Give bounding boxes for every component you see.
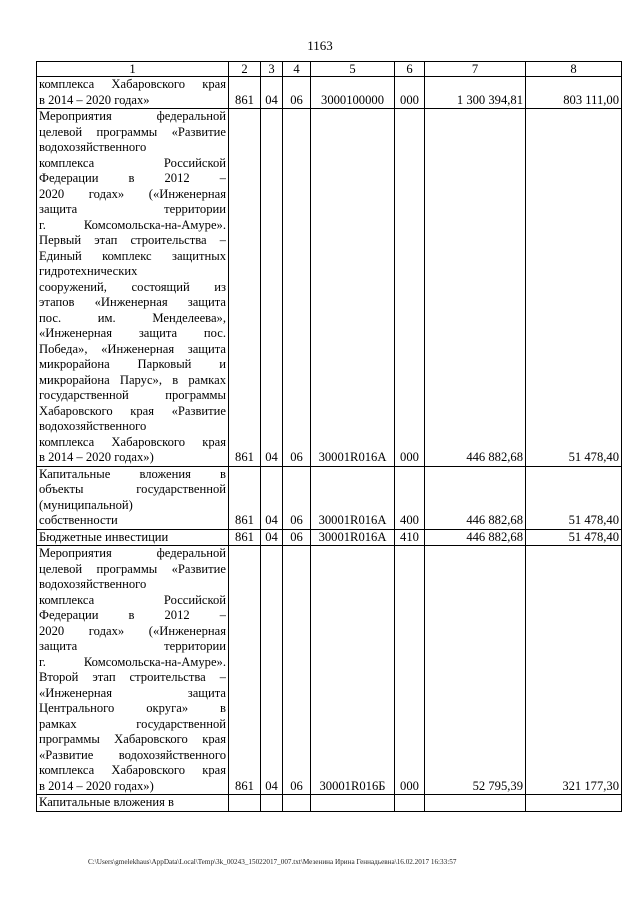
description-line: целевой программы «Развитие [39, 124, 226, 139]
expense-type-cell: 000 [395, 109, 425, 467]
row-description [37, 109, 229, 467]
target-article-cell: 30001R016A [311, 109, 395, 467]
description-line: комплекса Хабаровского края [39, 434, 226, 449]
budget-table [36, 61, 622, 812]
description-line: «Инженерная защита [39, 685, 226, 700]
section-code-cell: 04 [261, 546, 283, 795]
description-line: программы Хабаровского края [39, 732, 226, 746]
expense-type-cell: 000 [395, 546, 425, 795]
description-line: комплекса Российской [39, 155, 226, 170]
target-article-cell: 30001R016A [311, 466, 395, 529]
header-cell: 6 [395, 62, 425, 77]
amount-col8-cell: 51 478,40 [526, 109, 622, 467]
header-cell: 5 [311, 62, 395, 77]
row-description [37, 546, 229, 795]
target-article-cell: 30001R016A [311, 529, 395, 546]
file-path-footer: C:\Users\gmelekhaus\AppData\Local\Temp\3k_00243_15022017_007.txt\Мезенина Ирина Геннадьевна\16.02.2017 16:33:57 [88, 858, 457, 866]
section-code-cell: 04 [261, 529, 283, 546]
description-line: комплекса Хабаровского края [39, 763, 226, 777]
description-line: в 2014 – 2020 годах» [39, 92, 150, 107]
ministry-code-cell: 861 [229, 109, 261, 467]
subsection-code-cell: 06 [283, 546, 311, 795]
description-line: микрорайона Парус», в рамках [39, 372, 226, 387]
section-code-cell: 04 [261, 109, 283, 467]
description-line: Федерации в 2012 – [39, 171, 226, 185]
description-line: 2020 годах» («Инженерная [39, 623, 226, 638]
amount-col8-cell: 51 478,40 [526, 529, 622, 546]
description-line: г. Комсомольска-на-Амуре». [39, 217, 226, 232]
ministry-code-cell: 861 [229, 466, 261, 529]
description-line: комплекса Хабаровского края [39, 77, 226, 91]
subsection-code-cell: 06 [283, 109, 311, 467]
section-code-cell: 04 [261, 466, 283, 529]
section-code-cell [261, 795, 283, 812]
amount-col7-cell: 1 300 394,81 [425, 77, 526, 109]
header-row [37, 62, 622, 77]
row-description [37, 795, 229, 812]
amount-col7-cell: 446 882,68 [425, 529, 526, 546]
header-cell: 2 [229, 62, 261, 77]
expense-type-cell: 000 [395, 77, 425, 109]
description-line: Единый комплекс защитных [39, 248, 226, 263]
amount-col8-cell: 51 478,40 [526, 466, 622, 529]
subsection-code-cell: 06 [283, 529, 311, 546]
table-row [37, 795, 622, 812]
description-line: комплекса Российской [39, 592, 226, 607]
subsection-code-cell [283, 795, 311, 812]
description-line: сооружений, состоящий из [39, 279, 226, 294]
description-line: Первый этап строительства – [39, 233, 226, 247]
section-code-cell: 04 [261, 77, 283, 109]
description-line: собственности [39, 513, 118, 527]
description-line: в 2014 – 2020 годах») [39, 450, 154, 464]
description-line: Федерации в 2012 – [39, 608, 226, 622]
amount-col7-cell: 52 795,39 [425, 546, 526, 795]
description-line: защита территории [39, 639, 226, 653]
header-cell: 7 [425, 62, 526, 77]
expense-type-cell: 410 [395, 529, 425, 546]
ministry-code-cell [229, 795, 261, 812]
table-row [37, 466, 622, 529]
header-cell: 1 [37, 62, 229, 77]
description-line: пос. им. Менделеева», [39, 310, 226, 325]
description-line: «Инженерная защита пос. [39, 326, 226, 340]
description-line: Мероприятия федеральной [39, 546, 226, 560]
description-line: Хабаровского края «Развитие [39, 403, 226, 418]
description-line: 2020 годах» («Инженерная [39, 186, 226, 201]
header-cell: 3 [261, 62, 283, 77]
subsection-code-cell: 06 [283, 77, 311, 109]
description-line: «Развитие водохозяйственного [39, 747, 226, 762]
description-line: микрорайона Парковый и [39, 357, 226, 371]
description-line: Победа», «Инженерная защита [39, 341, 226, 356]
description-line: защита территории [39, 202, 226, 216]
description-line: в 2014 – 2020 годах») [39, 778, 154, 793]
header-cell: 4 [283, 62, 311, 77]
description-line: водохозяйственного [39, 577, 147, 591]
page-number: 1163 [307, 38, 333, 53]
description-line: объекты государственной [39, 482, 226, 496]
row-description [37, 529, 229, 546]
subsection-code-cell: 06 [283, 466, 311, 529]
expense-type-cell: 400 [395, 466, 425, 529]
description-line: Центрального округа» в [39, 701, 226, 715]
description-line: (муниципальной) [39, 497, 133, 512]
description-line: Второй этап строительства – [39, 670, 226, 684]
table-row [37, 529, 622, 546]
row-description [37, 77, 229, 109]
table-row [37, 109, 622, 467]
description-line: этапов «Инженерная защита [39, 295, 226, 309]
ministry-code-cell: 861 [229, 529, 261, 546]
amount-col7-cell: 446 882,68 [425, 109, 526, 467]
expense-type-cell [395, 795, 425, 812]
description-line: Капитальные вложения в [39, 466, 226, 481]
description-line: государственной программы [39, 388, 226, 402]
description-line: целевой программы «Развитие [39, 561, 226, 576]
row-description [37, 466, 229, 529]
table-row [37, 77, 622, 109]
amount-col8-cell: 321 177,30 [526, 546, 622, 795]
amount-col8-cell [526, 795, 622, 812]
amount-col7-cell: 446 882,68 [425, 466, 526, 529]
ministry-code-cell: 861 [229, 546, 261, 795]
amount-col7-cell [425, 795, 526, 812]
description-line: гидротехнических [39, 264, 138, 278]
description-line: Мероприятия федеральной [39, 109, 226, 123]
table-row [37, 546, 622, 795]
header-cell: 8 [526, 62, 622, 77]
description-line: водохозяйственного [39, 140, 147, 154]
description-line: рамках государственной [39, 716, 226, 731]
target-article-cell [311, 795, 395, 812]
description-line: водохозяйственного [39, 419, 147, 433]
amount-col8-cell: 803 111,00 [526, 77, 622, 109]
ministry-code-cell: 861 [229, 77, 261, 109]
description-line: г. Комсомольска-на-Амуре». [39, 654, 226, 669]
target-article-cell: 3000100000 [311, 77, 395, 109]
description-line: Бюджетные инвестиции [39, 529, 169, 544]
description-line: Капитальные вложения в [39, 795, 175, 809]
target-article-cell: 30001R016Б [311, 546, 395, 795]
